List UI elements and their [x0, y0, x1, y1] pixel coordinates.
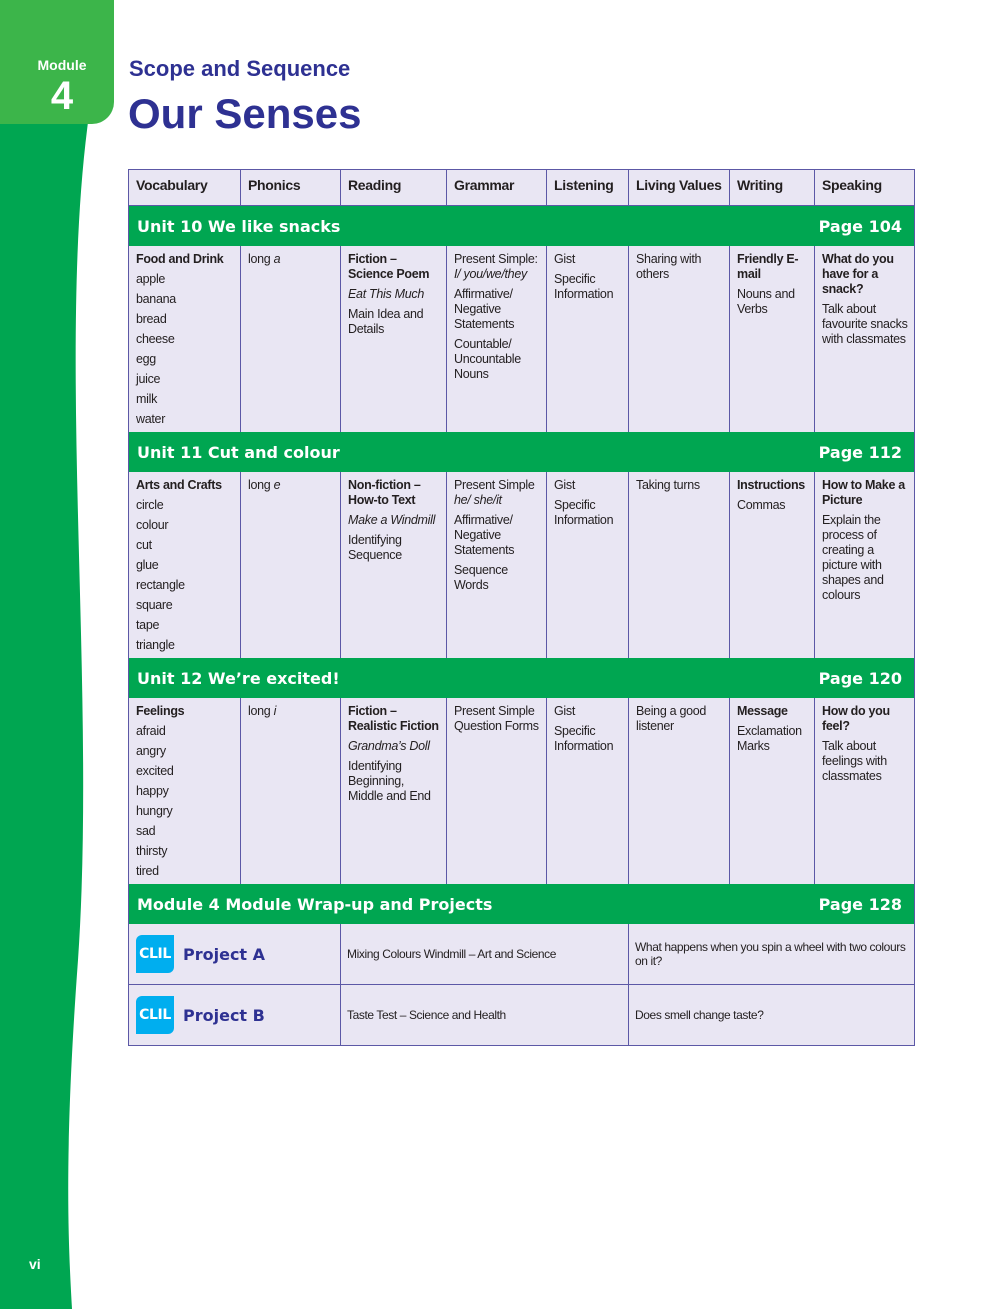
vocab-item: cut [136, 538, 152, 552]
module-number: 4 [50, 74, 74, 118]
speaking-detail: Explain the process of creating a picture with shapes and colours [822, 513, 884, 602]
vocab-item: angry [136, 744, 166, 758]
writing-title: Instructions [737, 478, 805, 492]
vocab-item: hungry [136, 804, 173, 818]
vocab-item: excited [136, 764, 174, 778]
unit-page: Page 120 [818, 668, 902, 688]
phonics-prefix: long [248, 478, 274, 492]
listening-item: Gist [554, 478, 576, 492]
speaking-detail: Talk about favourite snacks with classmates [822, 302, 908, 346]
writing-cell [730, 698, 815, 884]
project-b-row [129, 985, 914, 1045]
header-phonics: Phonics [241, 170, 341, 205]
reading-title: Grandma’s Doll [348, 739, 430, 753]
phonics-prefix: long [248, 704, 274, 718]
header-listening: Listening [547, 170, 629, 205]
project-question: What happens when you spin a wheel with two colours on it? [635, 940, 906, 968]
grammar-point: Affirmative/ Negative Statements [454, 287, 515, 331]
writing-detail: Commas [737, 498, 786, 512]
speaking-detail: Talk about feelings with classmates [822, 739, 887, 783]
reading-skill: Identifying Beginning, Middle and End [348, 759, 431, 803]
unit-11-bar [129, 432, 914, 472]
listening-cell [547, 698, 629, 884]
vocabulary-cell [129, 472, 241, 658]
reading-title: Make a Windmill [348, 513, 436, 527]
clil-badge-icon: CLIL [136, 996, 174, 1034]
green-side-band [0, 0, 130, 1309]
grammar-point-pronouns: he/ she/it [454, 493, 502, 507]
grammar-point-prefix: Present Simple: [454, 252, 538, 266]
grammar-cell [447, 246, 547, 432]
reading-skill: Main Idea and Details [348, 307, 424, 336]
vocabulary-cell [129, 698, 241, 884]
speaking-title: How do you feel? [822, 704, 890, 733]
speaking-cell [815, 246, 914, 432]
project-topic: Taste Test – Science and Health [341, 985, 629, 1045]
vocabulary-cell [129, 246, 241, 432]
grammar-point-pronouns: I/ you/we/they [454, 267, 527, 281]
grammar-point-prefix: Present Simple Question Forms [454, 704, 539, 733]
project-question: Does smell change taste? [635, 1008, 764, 1022]
unit-page: Page 112 [818, 442, 902, 462]
living-values-cell: Taking turns [629, 472, 730, 658]
grammar-cell [447, 472, 547, 658]
vocab-item: juice [136, 372, 161, 386]
grammar-cell [447, 698, 547, 884]
phonics-cell [241, 246, 341, 432]
writing-cell [730, 472, 815, 658]
vocab-item: egg [136, 352, 156, 366]
module-label: Module [37, 57, 87, 73]
header-speaking: Speaking [822, 177, 882, 193]
header-living-values: Living Values [629, 170, 730, 205]
listening-item: Gist [554, 704, 576, 718]
project-topic: Mixing Colours Windmill – Art and Science [341, 924, 629, 984]
writing-detail: Nouns and Verbs [737, 287, 795, 316]
module-tab [0, 0, 114, 124]
vocab-item: cheese [136, 332, 175, 346]
reading-cell [341, 246, 447, 432]
writing-title: Message [737, 704, 788, 718]
reading-cell [341, 698, 447, 884]
reading-genre: Fiction – Realistic Fiction [348, 704, 439, 733]
unit-12-bar [129, 658, 914, 698]
listening-item: Specific Information [554, 272, 614, 301]
vocab-item: banana [136, 292, 176, 306]
unit-title: Unit 12 We’re excited! [137, 668, 340, 688]
reading-genre: Fiction – Science Poem [348, 252, 430, 281]
vocab-item: water [136, 412, 166, 426]
project-name-cell [129, 985, 341, 1045]
vocab-item: glue [136, 558, 159, 572]
grammar-point: Countable/ Uncountable Nouns [454, 337, 521, 381]
vocab-item: afraid [136, 724, 166, 738]
writing-cell [730, 246, 815, 432]
speaking-cell [815, 698, 914, 884]
phonics-cell [241, 472, 341, 658]
scope-sequence-table [128, 169, 915, 1046]
grammar-point: Sequence Words [454, 563, 508, 592]
reading-title: Eat This Much [348, 287, 424, 301]
unit-12-row [129, 698, 914, 884]
vocab-item: circle [136, 498, 164, 512]
unit-11-row [129, 472, 914, 658]
vocab-item: happy [136, 784, 169, 798]
vocab-item: colour [136, 518, 169, 532]
writing-detail: Exclamation Marks [737, 724, 802, 753]
vocab-title: Feelings [136, 704, 185, 718]
unit-title: Unit 11 Cut and colour [137, 442, 340, 462]
vocab-item: rectangle [136, 578, 185, 592]
vocab-item: milk [136, 392, 158, 406]
header-vocabulary: Vocabulary [129, 170, 241, 205]
speaking-cell [815, 472, 914, 658]
listening-item: Specific Information [554, 724, 614, 753]
clil-badge-icon: CLIL [136, 935, 174, 973]
page-subtitle: Scope and Sequence [129, 56, 351, 81]
vocab-title: Arts and Crafts [136, 478, 222, 492]
wrapup-page: Page 128 [818, 894, 902, 914]
project-a-row [129, 924, 914, 985]
vocab-item: square [136, 598, 173, 612]
wrapup-title: Module 4 Module Wrap-up and Projects [137, 894, 493, 914]
vocab-item: tired [136, 864, 159, 878]
speaking-title: How to Make a Picture [822, 478, 905, 507]
vocab-item: thirsty [136, 844, 168, 858]
unit-10-row [129, 246, 914, 432]
unit-title: Unit 10 We like snacks [137, 216, 341, 236]
writing-title: Friendly E-mail [737, 252, 799, 281]
unit-10-bar [129, 206, 914, 246]
header-reading: Reading [341, 170, 447, 205]
listening-cell [547, 472, 629, 658]
header-grammar: Grammar [447, 170, 547, 205]
phonics-letter: i [273, 704, 277, 718]
listening-item: Specific Information [554, 498, 614, 527]
grammar-point-prefix: Present Simple [454, 478, 535, 492]
header-writing: Writing [730, 170, 815, 205]
vocab-item: sad [136, 824, 156, 838]
project-name-cell [129, 924, 341, 984]
phonics-letter: a [273, 252, 281, 266]
unit-page: Page 104 [818, 216, 902, 236]
speaking-title: What do you have for a snack? [822, 252, 894, 296]
vocab-item: tape [136, 618, 160, 632]
phonics-letter: e [273, 478, 281, 492]
phonics-cell [241, 698, 341, 884]
module-wrapup-bar [129, 884, 914, 924]
project-name: Project A [183, 944, 266, 964]
table-header-row [129, 170, 914, 206]
phonics-prefix: long [248, 252, 274, 266]
vocab-item: triangle [136, 638, 175, 652]
reading-skill: Identifying Sequence [348, 533, 402, 562]
listening-cell [547, 246, 629, 432]
vocab-item: bread [136, 312, 167, 326]
reading-genre: Non-fiction – How-to Text [348, 478, 421, 507]
vocab-title: Food and Drink [136, 252, 224, 266]
page-number: vi [29, 1256, 41, 1272]
grammar-point: Affirmative/ Negative Statements [454, 513, 515, 557]
project-name: Project B [183, 1005, 265, 1025]
living-values-cell: Being a good listener [629, 698, 730, 884]
living-values-cell: Sharing with others [629, 246, 730, 432]
page-title: Our Senses [128, 90, 362, 137]
vocab-item: apple [136, 272, 166, 286]
listening-item: Gist [554, 252, 576, 266]
reading-cell [341, 472, 447, 658]
